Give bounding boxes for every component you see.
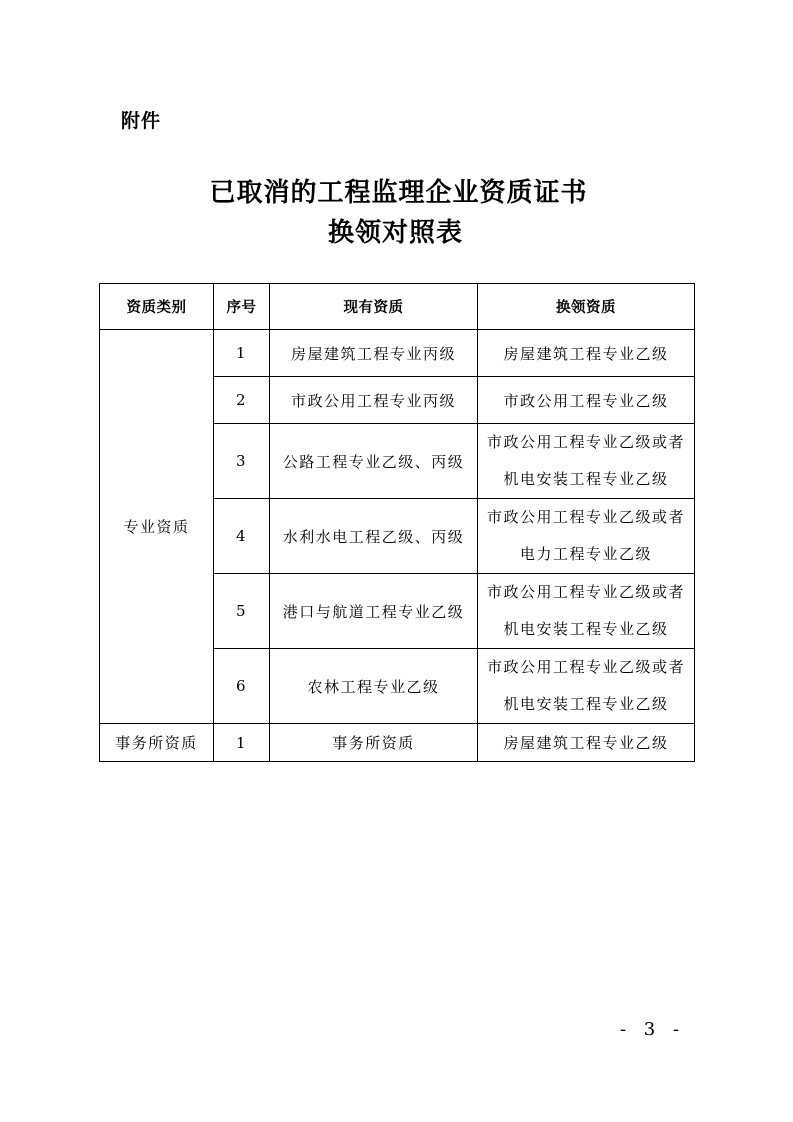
current-cell: 水利水电工程乙级、丙级 — [270, 499, 478, 574]
category-cell: 事务所资质 — [100, 724, 214, 762]
document-title-line1: 已取消的工程监理企业资质证书 — [209, 178, 588, 208]
new-line: 市政公用工程专业乙级或者 — [486, 508, 685, 526]
number-cell: 2 — [214, 377, 270, 424]
header-category: 资质类别 — [100, 284, 214, 330]
new-cell: 市政公用工程专业乙级 — [478, 377, 695, 424]
current-cell: 港口与航道工程专业乙级 — [270, 574, 478, 649]
table-row — [100, 330, 695, 377]
current-cell: 公路工程专业乙级、丙级 — [270, 424, 478, 499]
attachment-label: 附件 — [121, 110, 162, 132]
document-title-line2: 换领对照表 — [327, 218, 463, 248]
number-cell: 6 — [214, 649, 270, 724]
new-line: 市政公用工程专业乙级或者 — [486, 433, 685, 451]
new-line: 市政公用工程专业乙级或者 — [486, 583, 685, 601]
new-cell — [478, 574, 695, 649]
new-line: 机电安装工程专业乙级 — [503, 470, 669, 488]
header-current: 现有资质 — [270, 284, 478, 330]
new-cell — [478, 649, 695, 724]
number-cell: 4 — [214, 499, 270, 574]
number-cell: 1 — [214, 724, 270, 762]
new-cell: 房屋建筑工程专业乙级 — [478, 724, 695, 762]
new-cell: 房屋建筑工程专业乙级 — [478, 330, 695, 377]
new-line: 市政公用工程专业乙级或者 — [486, 658, 685, 676]
table-row — [100, 724, 695, 762]
new-line: 机电安装工程专业乙级 — [503, 695, 669, 713]
number-cell: 3 — [214, 424, 270, 499]
current-cell: 事务所资质 — [270, 724, 478, 762]
number-cell: 1 — [214, 330, 270, 377]
header-number: 序号 — [214, 284, 270, 330]
current-cell: 市政公用工程专业丙级 — [270, 377, 478, 424]
new-cell — [478, 499, 695, 574]
header-new: 换领资质 — [478, 284, 695, 330]
current-cell: 房屋建筑工程专业丙级 — [270, 330, 478, 377]
new-line: 电力工程专业乙级 — [519, 545, 652, 563]
page-number: - 3 - — [620, 1019, 686, 1040]
new-line: 机电安装工程专业乙级 — [503, 620, 669, 638]
new-cell — [478, 424, 695, 499]
number-cell: 5 — [214, 574, 270, 649]
current-cell: 农林工程专业乙级 — [270, 649, 478, 724]
qualification-table — [99, 283, 695, 762]
category-cell: 专业资质 — [100, 330, 214, 724]
table-header-row — [100, 284, 695, 330]
